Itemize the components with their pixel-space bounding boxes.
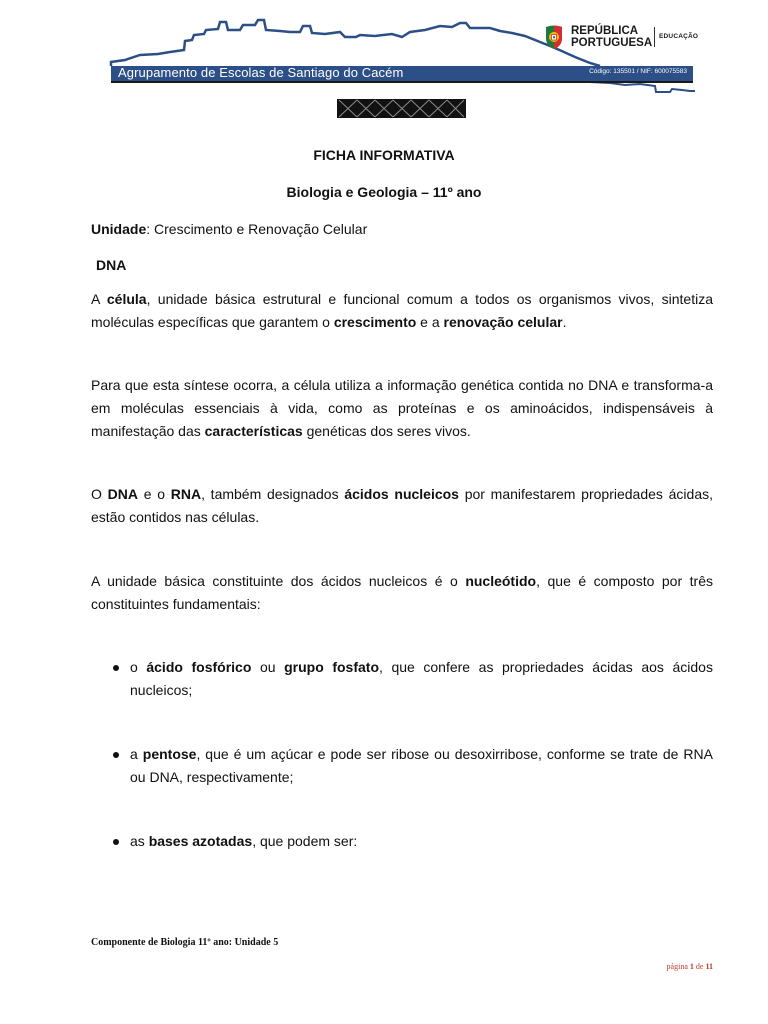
bold-run: célula	[106, 291, 147, 307]
portugal-emblem-icon	[542, 24, 566, 50]
unit-line	[91, 218, 713, 241]
paragraph-nucleotide	[91, 570, 713, 616]
gov-department: EDUCAÇÃO	[659, 33, 699, 40]
list-item	[130, 656, 713, 702]
bullet-marker	[113, 839, 119, 845]
school-code: Código: 135501 / NIF: 600075583	[589, 68, 687, 75]
bold-run: RNA	[170, 486, 202, 502]
bold-run: grupo fosfato	[284, 659, 379, 675]
bold-run: renovação celular	[443, 314, 563, 330]
text-run: por manifestarem propriedades ácidas, estão contidos nas células.	[91, 486, 713, 525]
bold-run: bases azotadas	[148, 833, 253, 849]
document-title: FICHA INFORMATIVA	[313, 147, 455, 163]
bold-run: crescimento	[333, 314, 417, 330]
text-run: , que podem ser:	[252, 833, 358, 849]
bold-run: ácido fosfórico	[146, 659, 252, 675]
bold-run: características	[204, 423, 303, 439]
bullet-marker	[113, 752, 119, 758]
text-run: a	[130, 746, 143, 762]
text-run: A unidade básica constituinte dos ácidos nucleicos é o	[91, 573, 466, 589]
page-current: 1	[689, 962, 694, 971]
page-separator: de	[693, 962, 706, 971]
text-run: genéticas dos seres vivos.	[302, 423, 471, 439]
document-subtitle: Biologia e Geologia – 11º ano	[286, 184, 482, 200]
page-prefix: página	[666, 962, 690, 971]
text-run: as	[130, 833, 149, 849]
text-run: A	[91, 291, 107, 307]
text-run: , que é um açúcar e pode ser ribose ou desoxirribose, conforme se trate de RNA ou DNA, respectivamente;	[130, 746, 713, 785]
page-total: 11	[705, 962, 713, 971]
page-number	[667, 962, 713, 971]
gov-name	[571, 26, 652, 49]
text-run: , também designados	[201, 486, 345, 502]
text-run: Para que esta síntese ocorra, a célula utiliza a informação genética contida no DNA e transforma-a em moléculas essenciais à vida, como as proteínas e os aminoácidos, indispensáveis à manifestação das	[91, 377, 713, 439]
text-run: ou	[251, 659, 285, 675]
gov-name-line1: REPÚBLICA	[571, 25, 639, 37]
unit-value: : Crescimento e Renovação Celular	[146, 221, 368, 237]
redacted-block	[337, 99, 466, 118]
paragraph-nucleic-acids	[91, 483, 713, 529]
list-item	[130, 830, 713, 853]
bold-run: pentose	[142, 746, 197, 762]
school-name: Agrupamento de Escolas de Santiago do Cacém	[118, 65, 404, 80]
logo-divider	[654, 27, 655, 47]
bullet-marker	[113, 665, 119, 671]
school-name-band	[111, 66, 693, 83]
text-run: O	[91, 486, 108, 502]
text-run: , que é composto por três constituintes fundamentais:	[91, 573, 713, 612]
text-run: , que confere as propriedades ácidas aos ácidos nucleicos;	[130, 659, 713, 698]
text-run: o	[130, 659, 147, 675]
text-run: .	[562, 314, 567, 330]
bold-run: DNA	[107, 486, 138, 502]
bold-run: ácidos nucleicos	[344, 486, 459, 502]
paragraph-cell	[91, 288, 713, 334]
unit-label: Unidade	[91, 221, 147, 237]
footer-course-label: Componente de Biologia 11º ano: Unidade 5	[91, 937, 279, 948]
page-header	[0, 0, 768, 100]
gov-name-line2: PORTUGUESA	[571, 36, 653, 49]
paragraph-genetic-info	[91, 374, 713, 443]
text-run: , unidade básica estrutural e funcional comum a todos os organismos vivos, sintetiza moléculas específicas que garantem o	[91, 291, 713, 330]
text-run: e a	[416, 314, 444, 330]
republica-portuguesa-logo	[542, 24, 702, 54]
bold-run: nucleótido	[465, 573, 537, 589]
list-item	[130, 743, 713, 789]
text-run: e o	[137, 486, 171, 502]
section-heading: DNA	[96, 257, 127, 273]
